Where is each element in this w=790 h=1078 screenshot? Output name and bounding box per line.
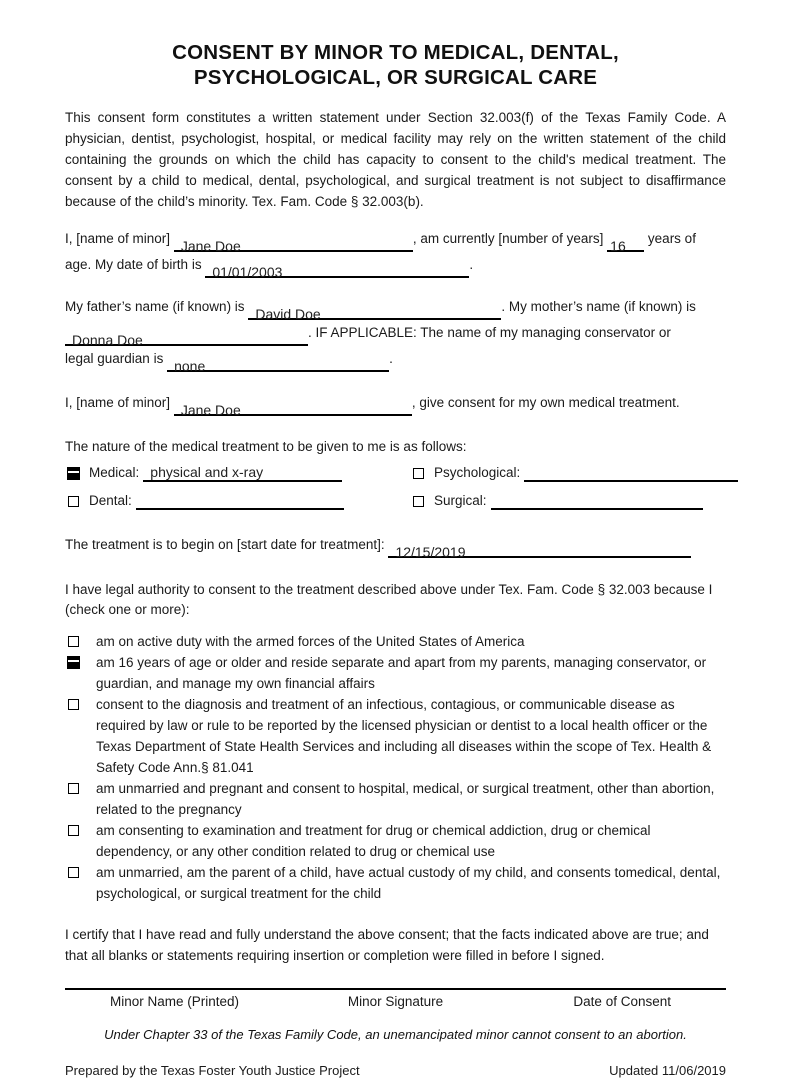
authority-heading: I have legal authority to consent to the treatment described above under Tex. Fam. Code § 32.003 because I (check one or more):	[65, 582, 713, 617]
dob-value: 01/01/2003	[212, 264, 283, 280]
surgical-detail-field[interactable]	[491, 492, 703, 510]
self-consent-name-field[interactable]	[174, 398, 412, 416]
start-date-label: The treatment is to begin on [start date for treatment]:	[65, 537, 385, 552]
drug-treatment-checkbox-icon[interactable]	[68, 825, 79, 836]
minor-name-printed-label: Minor Name (Printed)	[110, 994, 240, 1009]
identity-prefix: I, [name of minor]	[65, 231, 171, 246]
age-16-checkbox-icon[interactable]	[67, 656, 80, 669]
self-consent-line	[65, 390, 726, 416]
start-date-value: 12/15/2019	[395, 544, 466, 560]
father-label: My father’s name (if known) is	[65, 299, 245, 314]
parent-of-child-checkbox-icon[interactable]	[68, 867, 79, 878]
abortion-note: Under Chapter 33 of the Texas Family Code, an unemancipated minor cannot consent to an abortion.	[104, 1027, 687, 1042]
identity-mid: , am currently [number of years]	[412, 231, 604, 246]
authority-item-text: am consenting to examination and treatment for drug or chemical addiction, drug or chemical dependency, or any other condition related to drug or chemical use	[96, 823, 651, 859]
minor-name-field[interactable]	[174, 234, 413, 252]
self-consent-name-value: Jane Doe	[180, 402, 241, 418]
psychological-detail-field[interactable]	[524, 464, 738, 482]
page-title	[65, 40, 726, 90]
authority-item-text: am unmarried and pregnant and consent to hospital, medical, or surgical treatment, other than abortion, related to the pregnancy	[96, 781, 715, 817]
identity-after-age: years of	[647, 231, 696, 246]
page-footer	[65, 1063, 726, 1078]
start-date-line	[65, 532, 726, 558]
authority-checklist	[65, 631, 726, 904]
authority-item-drug-treatment	[65, 820, 726, 862]
identity-section	[65, 226, 726, 278]
identity-line-2	[65, 252, 726, 278]
parents-section	[65, 294, 726, 372]
title-line-1: CONSENT BY MINOR TO MEDICAL, DENTAL,	[172, 41, 619, 64]
updated-date-text: Updated 11/06/2019	[609, 1063, 726, 1078]
intro-paragraph: This consent form constitutes a written statement under Section 32.003(f) of the Texas Family Code. A physician, dentist, psychologist, hospital, or medical facility may rely on the written statement of the child containing the grounds on which the child has capacity to consent to the child's medical treatment. The consent by a child to medical, dental, psychological, and surgical treatment is not subject to disaffirmance because of the child’s minority. Tex. Fam. Code § 32.003(b).	[65, 110, 726, 209]
guardian-name-value: none	[174, 358, 206, 374]
authority-item-active-duty	[65, 631, 726, 652]
medical-checkbox-icon[interactable]	[67, 467, 80, 480]
treatment-options-grid	[65, 463, 726, 510]
authority-item-age-16	[65, 652, 726, 694]
guardian-label: legal guardian is	[65, 351, 164, 366]
identity-line2-end: .	[469, 257, 474, 272]
authority-item-text: am 16 years of age or older and reside separate and apart from my parents, managing conservator, or guardian, and manage my own financial affairs	[96, 655, 707, 691]
treatment-option-surgical	[410, 491, 738, 510]
guardian-suffix: .	[389, 351, 393, 366]
active-duty-checkbox-icon[interactable]	[68, 636, 79, 647]
minor-signature-label: Minor Signature	[347, 994, 444, 1009]
dob-label: age. My date of birth is	[65, 257, 202, 272]
mother-name-value: Donna Doe	[72, 332, 143, 348]
treatment-option-dental	[65, 491, 410, 510]
title-line-2: PSYCHOLOGICAL, OR SURGICAL CARE	[193, 66, 598, 89]
pregnant-checkbox-icon[interactable]	[68, 783, 79, 794]
age-value: 16	[610, 238, 626, 254]
guardian-line	[65, 346, 726, 372]
father-name-field[interactable]	[248, 302, 501, 320]
father-line	[65, 294, 726, 320]
certification-paragraph: I certify that I have read and fully understand the above consent; that the facts indicated above are true; and that all blanks or statements requiring insertion or completion were filled in before I signed.	[65, 927, 709, 963]
mother-suffix: . IF APPLICABLE: The name of my managing conservator or	[308, 325, 671, 340]
self-consent-suffix: , give consent for my own medical treatment.	[411, 395, 680, 410]
age-field[interactable]	[607, 234, 644, 252]
father-suffix: . My mother’s name (if known) is	[501, 299, 696, 314]
authority-item-pregnant	[65, 778, 726, 820]
signature-section	[65, 988, 726, 1012]
minor-name-value: Jane Doe	[180, 238, 241, 254]
dental-checkbox-icon[interactable]	[68, 496, 79, 507]
treatment-option-psychological	[410, 463, 738, 482]
identity-line-1	[65, 226, 726, 252]
psychological-label: Psychological:	[434, 465, 521, 480]
medical-detail-field[interactable]	[143, 464, 342, 482]
treatment-option-medical	[65, 463, 410, 482]
psychological-checkbox-icon[interactable]	[413, 468, 424, 479]
surgical-label: Surgical:	[434, 493, 487, 508]
mother-name-field[interactable]	[65, 328, 308, 346]
authority-item-text: consent to the diagnosis and treatment of an infectious, contagious, or communicable disease as required by law or rule to be reported by the licensed physician or dentist to a local health officer or the Texas Department of State Health Services and including all diseases within the scope of Tex. Health & Safety Code Ann.§ 81.041	[96, 697, 712, 775]
prepared-by-text: Prepared by the Texas Foster Youth Justice Project	[65, 1063, 360, 1078]
dental-label: Dental:	[89, 493, 132, 508]
authority-item-parent-of-child	[65, 862, 726, 904]
signature-labels	[65, 990, 726, 1012]
surgical-checkbox-icon[interactable]	[413, 496, 424, 507]
authority-item-text: am unmarried, am the parent of a child, have actual custody of my child, and consents tomedical, dental, psychological, or surgical treatment for the child	[96, 865, 721, 901]
authority-item-infectious-disease	[65, 694, 726, 778]
treatment-nature-heading: The nature of the medical treatment to be given to me is as follows:	[65, 439, 467, 454]
authority-item-text: am on active duty with the armed forces of the United States of America	[96, 634, 525, 649]
dental-detail-field[interactable]	[136, 492, 344, 510]
guardian-name-field[interactable]	[167, 354, 389, 372]
medical-detail-value: physical and x-ray	[150, 464, 264, 480]
infectious-disease-checkbox-icon[interactable]	[68, 699, 79, 710]
self-consent-prefix: I, [name of minor]	[65, 395, 171, 410]
mother-line	[65, 320, 726, 346]
date-of-consent-label: Date of Consent	[573, 994, 671, 1009]
dob-field[interactable]	[205, 260, 469, 278]
start-date-field[interactable]	[388, 540, 691, 558]
father-name-value: David Doe	[255, 306, 321, 322]
medical-label: Medical:	[89, 465, 140, 480]
